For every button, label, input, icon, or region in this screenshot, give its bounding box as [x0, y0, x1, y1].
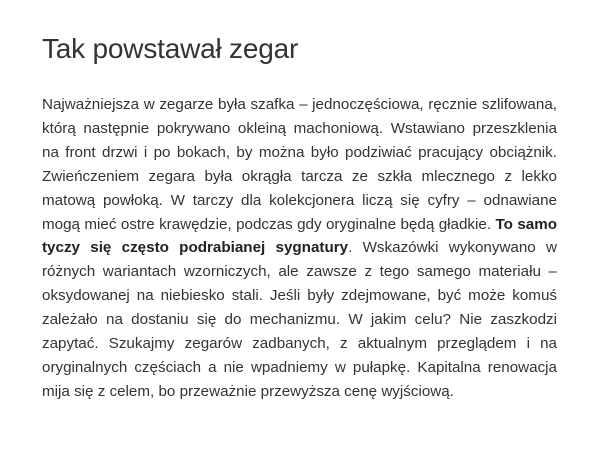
paragraph-text-part2: . Wskazówki wykonywano w różnych wariantach wzorniczych, ale zawsze z tego samego materiału – oksydowanej na niebiesko stali. Jeśli były zdejmowane, być może komuś zależało na dostaniu się do mechanizmu. W jakim celu? Nie zaszkodzi zapytać. Szukajmy zegarów zadbanych, z aktualnym przeglądem i na oryginalnych częściach a nie wpadniemy w pułapkę. Kapitalna renowacja mija się z celem, bo przeważnie przewyższa cenę wyjściową. [42, 239, 557, 400]
paragraph-bold-text: To samo tyczy się często podrabianej sygnatury [42, 215, 557, 257]
article [42, 32, 557, 400]
article-paragraph [42, 93, 557, 404]
paragraph-text-part1: Najważniejsza w zegarze była szafka – jednoczęściowa, ręcznie szlifowana, którą następnie pokrywano okleiną machoniową. Wstawiano przeszklenia na front drzwi i po bokach, by można było podziwiać pracujący obciążnik. Zwieńczeniem zegara była okrągła tarcza ze szkła mlecznego z lekko matową powłoką. W tarczy dla kolekcjonera liczą się cyfry – odnawiane mogą mieć ostre krawędzie, podczas gdy oryginalne będą gładkie. [42, 96, 557, 233]
article-title: Tak powstawał zegar [42, 33, 299, 64]
